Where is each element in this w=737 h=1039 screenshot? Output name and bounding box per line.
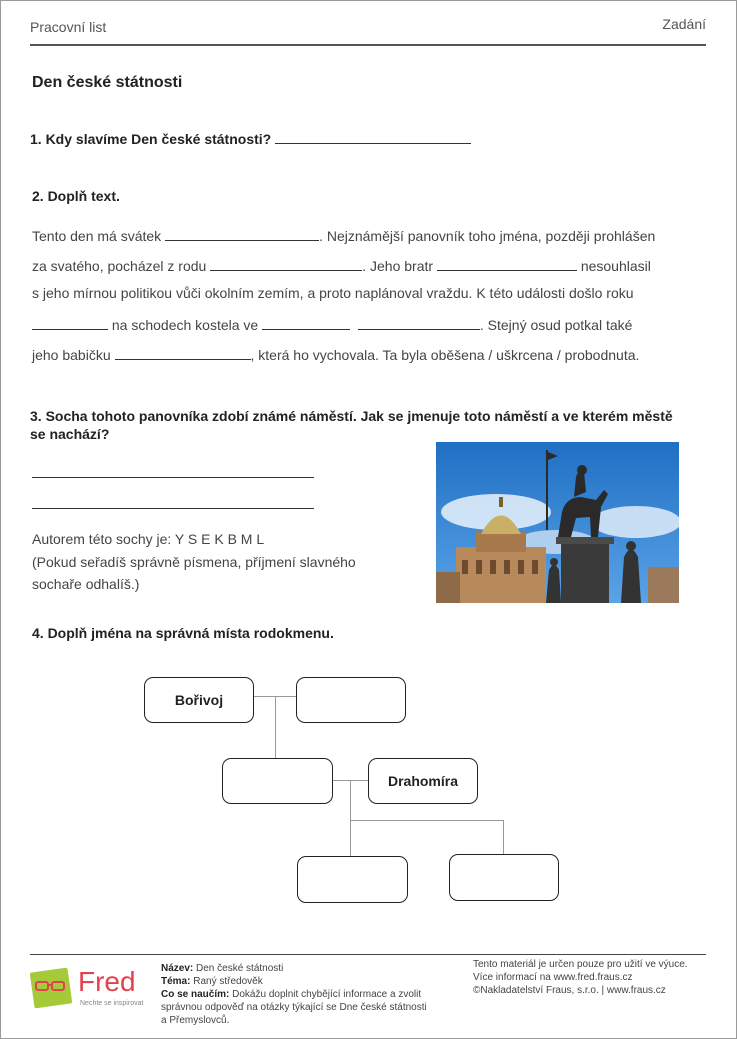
footer-legal-2: Více informací na www.fred.fraus.cz	[473, 972, 633, 983]
footer-learn-value-3: a Přemyslovců.	[161, 1015, 230, 1026]
q2-line-1	[32, 226, 655, 244]
question-1	[30, 129, 471, 147]
fred-logo-icon	[30, 968, 76, 1008]
footer-legal	[473, 958, 713, 997]
footer-learn-label: Co se naučím:	[161, 989, 230, 1000]
question-4-heading: 4. Doplň jména na správná místa rodokmenu.	[32, 625, 334, 641]
answer-line-city[interactable]	[32, 508, 314, 509]
fred-logo-tagline: Nechte se inspirovat	[80, 1000, 144, 1007]
q2-line-2-c: nesouhlasil	[576, 258, 651, 274]
answer-blank-q2-7[interactable]	[115, 345, 251, 360]
footer-divider	[30, 954, 706, 955]
footer-topic-value: Raný středověk	[190, 976, 263, 987]
q2-line-1-b: . Nejznámější panovník toho jména, později prohlášen	[319, 228, 656, 244]
header-right-label: Zadání	[662, 16, 706, 32]
question-1-text: 1. Kdy slavíme Den české státnosti?	[30, 131, 276, 147]
footer-legal-3: ©Nakladatelství Fraus, s.r.o. | www.fraus.cz	[473, 985, 666, 996]
q2-line-1-a: Tento den má svátek	[32, 228, 166, 244]
answer-blank-q2-4[interactable]	[32, 315, 108, 330]
q2-line-4-b: . Stejný osud potkal také	[479, 317, 633, 333]
q2-line-5	[32, 345, 639, 363]
question-2-heading: 2. Doplň text.	[32, 188, 120, 204]
fred-logo	[30, 966, 148, 1010]
question-3-heading-line-2: se nachází?	[30, 426, 110, 442]
q2-line-2-a: za svatého, pocházel z rodu	[32, 258, 211, 274]
q2-line-2-b: . Jeho bratr	[362, 258, 437, 274]
worksheet-title: Den české státnosti	[32, 74, 183, 91]
answer-blank-1[interactable]	[275, 129, 471, 144]
footer-topic-label: Téma:	[161, 976, 191, 987]
footer-name-label: Název:	[161, 963, 194, 974]
q2-line-5-a: jeho babičku	[32, 347, 115, 363]
tree-box-drahomira: Drahomíra	[368, 758, 478, 804]
sculptor-hint-line-2: sochaře odhalíš.)	[32, 576, 140, 592]
tree-box-borivoj: Bořivoj	[144, 677, 254, 723]
tree-box-empty-4[interactable]	[449, 854, 559, 901]
tree-box-empty-3[interactable]	[297, 856, 408, 903]
footer-name-value: Den české státnosti	[193, 963, 284, 974]
tree-box-empty-1[interactable]	[296, 677, 406, 723]
footer-learn-value-1: Dokážu doplnit chybějící informace a zvolit	[229, 989, 422, 1000]
footer-learn-value-2: správnou odpověď na otázky týkající se Dne české státnosti	[161, 1002, 427, 1013]
tree-connector-children	[350, 780, 351, 856]
statue-photo-graphic	[436, 442, 679, 603]
tree-box-empty-2[interactable]	[222, 758, 333, 804]
answer-blank-q2-2[interactable]	[210, 256, 362, 271]
answer-blank-q2-5[interactable]	[262, 315, 350, 330]
sculptor-anagram: Autorem této sochy je: Y S E K B M L	[32, 531, 265, 547]
tree-connector-right	[503, 820, 504, 854]
tree-connector-branch	[350, 820, 503, 821]
answer-blank-q2-6[interactable]	[358, 315, 480, 330]
fred-logo-text: Fred	[78, 966, 136, 997]
answer-blank-q2-1[interactable]	[165, 226, 319, 241]
q2-line-4-a: na schodech kostela ve	[108, 317, 263, 333]
q2-line-4	[32, 315, 632, 333]
q2-line-3: s jeho mírnou politikou vůči okolním zemím, a proto naplánoval vraždu. K této události došlo roku	[32, 285, 634, 301]
tree-connector-down	[275, 696, 276, 758]
footer-legal-1: Tento materiál je určen pouze pro užití ve výuce.	[473, 959, 688, 970]
answer-line-square[interactable]	[32, 477, 314, 478]
question-3-heading-line-1: 3. Socha tohoto panovníka zdobí známé náměstí. Jak se jmenuje toto náměstí a ve kterém městě	[30, 408, 673, 424]
footer-info	[161, 962, 461, 1027]
answer-blank-q2-3[interactable]	[437, 256, 577, 271]
header-left-label: Pracovní list	[30, 19, 107, 35]
statue-photo	[436, 442, 679, 603]
q2-line-5-b: , která ho vychovala. Ta byla oběšena / uškrcena / probodnuta.	[250, 347, 640, 363]
header-divider	[30, 44, 706, 46]
q2-line-2	[32, 256, 651, 274]
sculptor-hint-line-1: (Pokud seřadíš správně písmena, příjmení slavného	[32, 554, 356, 570]
